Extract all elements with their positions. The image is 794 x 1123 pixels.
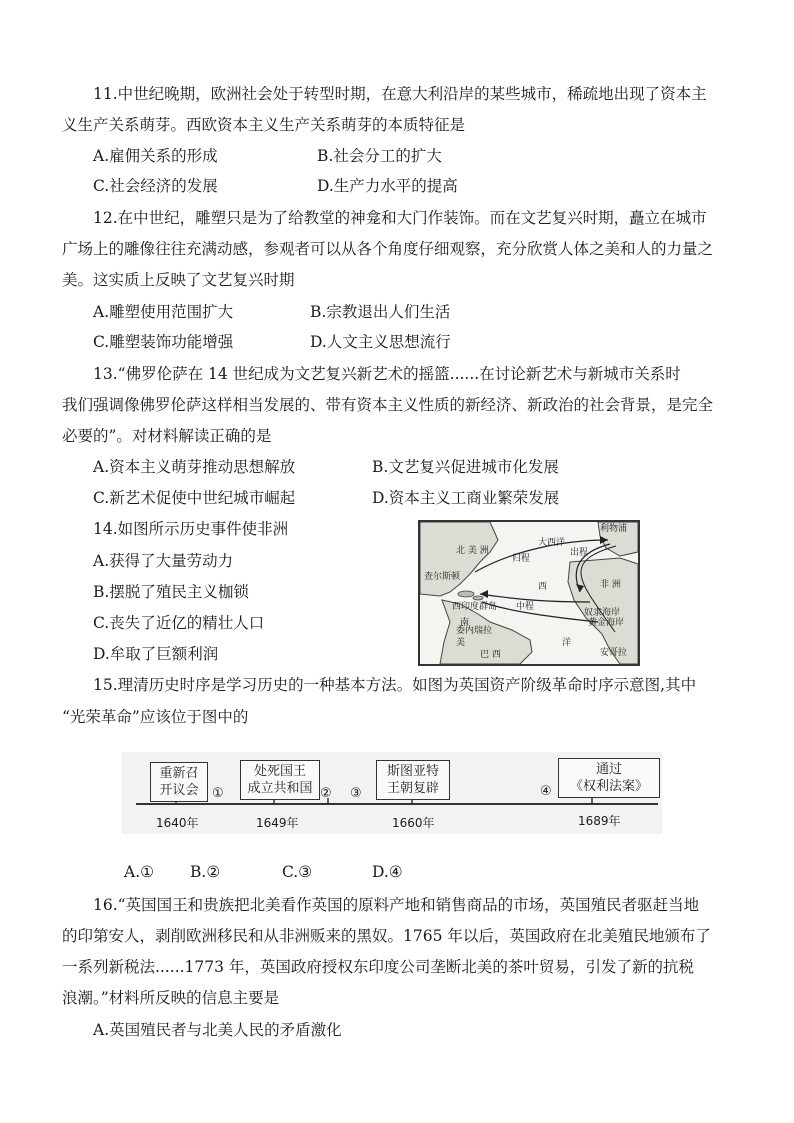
q13-stem-line2: 我们强调像佛罗伦萨这样相当发展的、带有资本主义性质的新经济、新政治的社会背景，是完全 (62, 396, 714, 414)
timeline-event-4-line2: 《权利法案》 (569, 779, 648, 794)
timeline-event-1-line2: 开议会 (159, 783, 199, 798)
q15-option-c: C.③ (282, 863, 313, 881)
map-label-charleston: 查尔斯顿 (424, 572, 461, 582)
map-label-africa: 非 洲 (600, 580, 621, 590)
timeline-event-3 (376, 760, 450, 800)
q11-option-c: C.社会经济的发展 (93, 177, 218, 195)
map-label-venezuela: 委内瑞拉 (456, 626, 493, 636)
map-label-south-america-s: 南 (460, 618, 470, 628)
q15-option-d: D.④ (372, 863, 403, 881)
q13-option-c: C.新艺术促使中世纪城市崛起 (93, 489, 296, 507)
q12-option-a: A.雕塑使用范围扩大 (93, 303, 234, 321)
q12-option-d: D.人文主义思想流行 (310, 333, 451, 351)
timeline-event-3-line2: 王朝复辟 (386, 781, 439, 796)
map-label-south-america-m: 美 (456, 638, 466, 648)
timeline-event-3-line1: 斯图亚特 (386, 764, 439, 779)
timeline-marker-4: ④ (540, 784, 552, 799)
timeline-marker-1: ① (212, 786, 224, 801)
map-label-angola: 安哥拉 (600, 648, 628, 658)
q13-option-a: A.资本主义萌芽推动思想解放 (93, 458, 296, 476)
q14-option-c: C.丧失了近亿的精壮人口 (93, 614, 265, 632)
q14-option-d: D.牟取了巨额利润 (93, 645, 219, 663)
timeline-event-1 (150, 762, 208, 802)
q15-stem-line2: “光荣革命”应该位于图中的 (62, 708, 249, 726)
map-label-outbound: 出程 (570, 548, 589, 558)
timeline-year-1649: 1649年 (256, 816, 299, 830)
timeline-year-1689: 1689年 (578, 814, 621, 828)
q16-stem-line2: 的印第安人，剥削欧洲移民和从非洲贩来的黑奴。1765 年以后，英国政府在北美殖民地颁布了 (62, 927, 711, 945)
timeline-event-2 (240, 760, 320, 800)
map-label-liverpool: 利物浦 (600, 524, 628, 534)
map-label-west: 西 (538, 582, 548, 592)
q13-option-d: D.资本主义工商业繁荣发展 (372, 489, 560, 507)
map-label-north-america: 北 美 洲 (456, 546, 489, 556)
q15-option-a: A.① (124, 863, 155, 881)
q14-option-a: A.获得了大量劳动力 (93, 552, 234, 570)
timeline-event-4 (558, 758, 660, 798)
timeline-marker-2: ② (320, 786, 332, 801)
q14-option-b: B.摆脱了殖民主义枷锁 (93, 583, 249, 601)
map-label-middle: 中程 (516, 602, 535, 612)
q15-option-b: B.② (190, 863, 221, 881)
q15-stem-line1: 15.理清历史时序是学习历史的一种基本方法。如图为英国资产阶级革命时序示意图,其中 (93, 676, 697, 694)
timeline-year-1640: 1640年 (156, 816, 199, 830)
revolution-timeline (122, 752, 662, 834)
map-label-ocean: 洋 (562, 638, 572, 648)
q12-stem-line1: 12.在中世纪，雕塑只是为了给教堂的神龛和大门作装饰。而在文艺复兴时期，矗立在城市 (93, 209, 707, 227)
q11-stem-line1: 11.中世纪晚期，欧洲社会处于转型时期，在意大利沿岸的某些城市，稀疏地出现了资本主 (93, 85, 707, 103)
timeline-event-2-line1: 处死国王 (253, 764, 306, 779)
map-label-atlantic: 大西洋 (538, 538, 566, 548)
q12-stem-line2: 广场上的雕像往往充满动感，参观者可以从各个角度仔细观察，充分欣赏人体之美和人的力量之 (62, 240, 714, 258)
q16-stem-line4: 浪潮。”材料所反映的信息主要是 (62, 989, 280, 1007)
q14-stem: 14.如图所示历史事件使非洲 (93, 520, 289, 538)
timeline-marker-3: ③ (350, 786, 362, 801)
timeline-event-2-line2: 成立共和国 (247, 781, 313, 796)
map-label-brazil: 巴 西 (480, 650, 501, 660)
q11-option-d: D.生产力水平的提高 (317, 177, 458, 195)
q13-option-b: B.文艺复兴促进城市化发展 (372, 458, 559, 476)
q16-stem-line1: 16.“英国国王和贵族把北美看作英国的原料产地和销售商品的市场，英国殖民者驱赶当地 (93, 896, 700, 914)
q13-stem-line3: 必要的”。对材料解读正确的是 (62, 427, 272, 445)
q11-option-a: A.雇佣关系的形成 (93, 147, 218, 165)
map-label-west-indies: 西印度群岛 (452, 602, 498, 612)
q12-option-b: B.宗教退出人们生活 (310, 303, 451, 321)
q12-stem-line3: 美。这实质上反映了文艺复兴时期 (62, 271, 295, 289)
triangular-trade-map (418, 520, 640, 666)
map-label-return: 归程 (512, 554, 531, 564)
q16-stem-line3: 一系列新税法......1773 年，英国政府授权东印度公司垄断北美的茶叶贸易，引发了新的抗税 (62, 958, 694, 976)
timeline-event-1-line1: 重新召 (159, 766, 199, 781)
timeline-event-4-line1: 通过 (595, 762, 622, 777)
timeline-year-1660: 1660年 (392, 816, 435, 830)
q16-option-a: A.英国殖民者与北美人民的矛盾激化 (93, 1021, 342, 1039)
q12-option-c: C.雕塑装饰功能增强 (93, 333, 234, 351)
map-drawing (420, 522, 638, 664)
q11-option-b: B.社会分工的扩大 (317, 147, 442, 165)
map-label-slave-coast: 奴隶海岸 (584, 608, 621, 618)
map-label-gold-coast: 黄金海岸 (588, 618, 625, 628)
q13-stem-line1: 13.“佛罗伦萨在 14 世纪成为文艺复兴新艺术的摇篮......在讨论新艺术与新城市关系时 (93, 365, 681, 383)
q11-stem-line2: 义生产关系萌芽。西欧资本主义生产关系萌芽的本质特征是 (62, 116, 466, 134)
